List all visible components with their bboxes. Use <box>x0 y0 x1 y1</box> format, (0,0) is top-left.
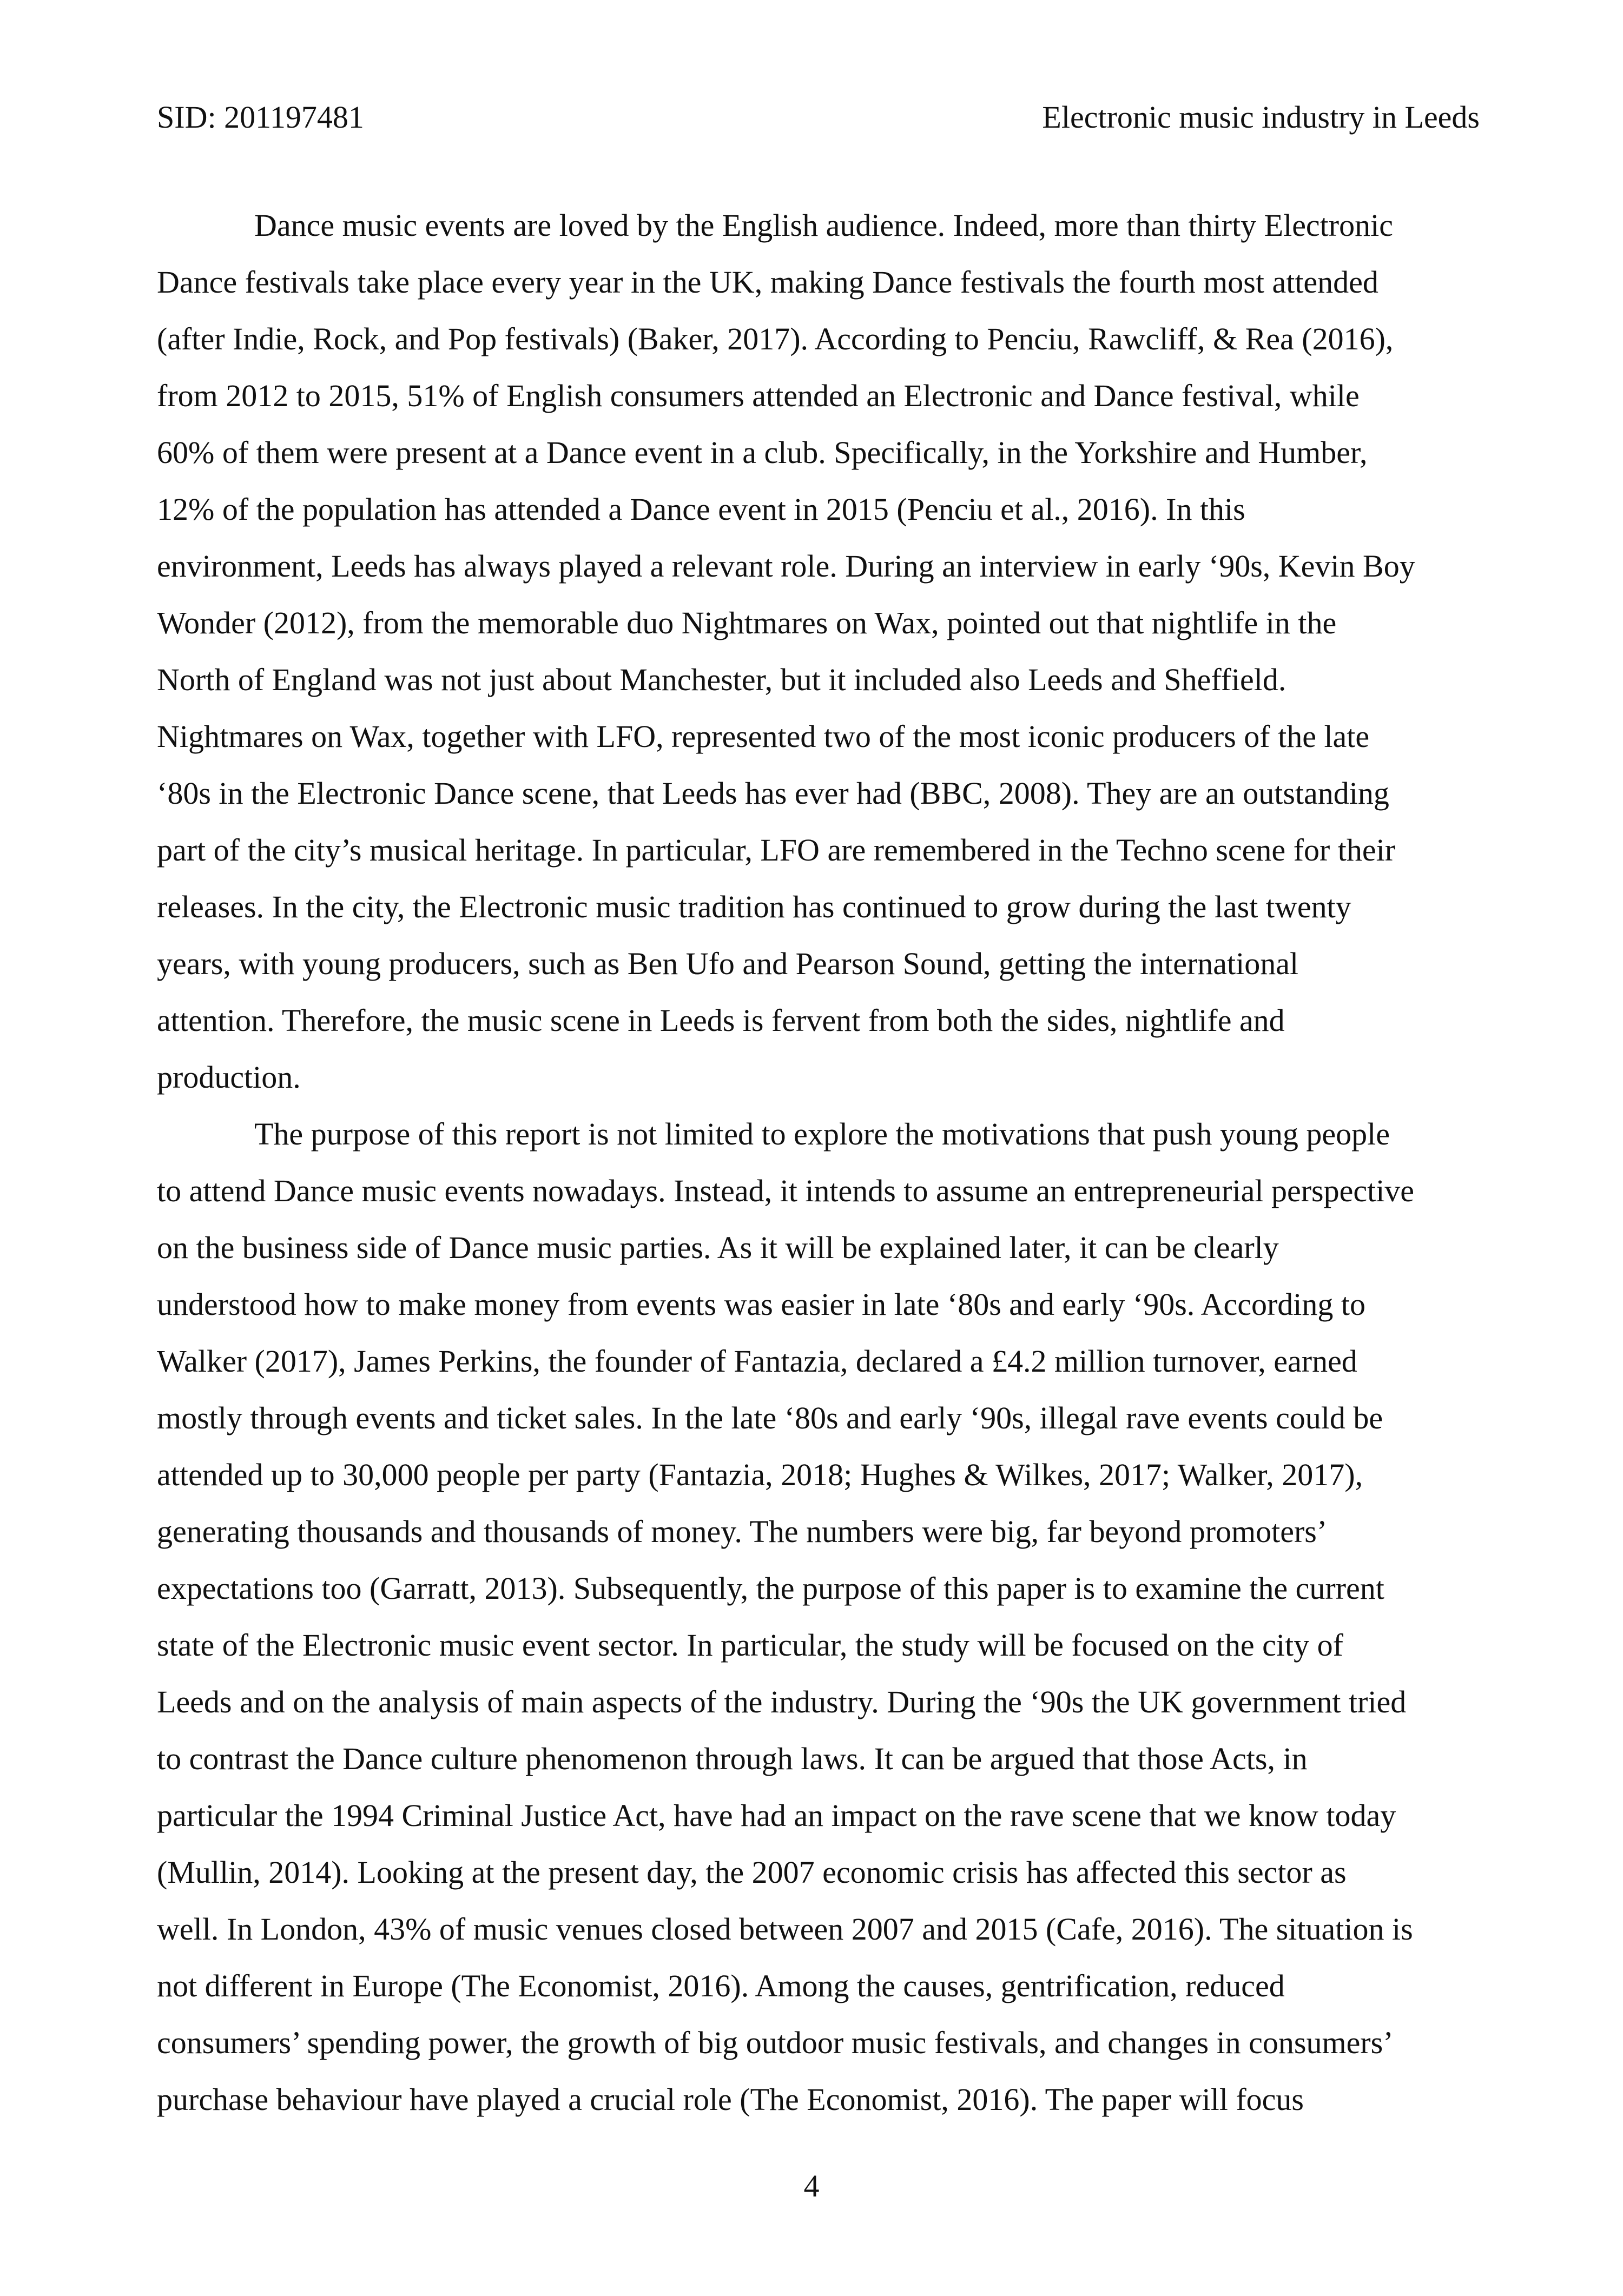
text-line: Leeds and on the analysis of main aspects of the industry. During the ‘90s the UK government tried <box>157 1684 1407 1719</box>
text-line: years, with young producers, such as Ben Ufo and Pearson Sound, getting the international <box>157 946 1299 981</box>
text-line: Dance festivals take place every year in the UK, making Dance festivals the fourth most attended <box>157 264 1378 300</box>
text-line: North of England was not just about Manchester, but it included also Leeds and Sheffield. <box>157 662 1286 697</box>
text-line: (Mullin, 2014). Looking at the present day, the 2007 economic crisis has affected this sector as <box>157 1855 1347 1890</box>
text-line: from 2012 to 2015, 51% of English consumers attended an Electronic and Dance festival, while <box>157 378 1360 413</box>
text-line: attended up to 30,000 people per party (Fantazia, 2018; Hughes & Wilkes, 2017; Walker, 2017), <box>157 1457 1363 1492</box>
text-line: to attend Dance music events nowadays. Instead, it intends to assume an entrepreneurial perspective <box>157 1173 1415 1208</box>
text-line: to contrast the Dance culture phenomenon through laws. It can be argued that those Acts, in <box>157 1741 1308 1776</box>
text-line: Dance music events are loved by the English audience. Indeed, more than thirty Electronic <box>254 208 1393 243</box>
text-line: ‘80s in the Electronic Dance scene, that Leeds has ever had (BBC, 2008). They are an outstanding <box>157 776 1389 811</box>
text-line: not different in Europe (The Economist, 2016). Among the causes, gentrification, reduced <box>157 1968 1285 2003</box>
header-student-id: SID: 201197481 <box>157 100 364 135</box>
text-line: The purpose of this report is not limited to explore the motivations that push young people <box>254 1116 1390 1152</box>
body-text <box>157 197 1480 2128</box>
text-line: expectations too (Garratt, 2013). Subsequently, the purpose of this paper is to examine the current <box>157 1571 1384 1606</box>
text-line: state of the Electronic music event sector. In particular, the study will be focused on the city of <box>157 1627 1343 1663</box>
text-line: on the business side of Dance music parties. As it will be explained later, it can be clearly <box>157 1230 1279 1265</box>
text-line: generating thousands and thousands of money. The numbers were big, far beyond promoters’ <box>157 1514 1328 1549</box>
text-line: 60% of them were present at a Dance event in a club. Specifically, in the Yorkshire and Humber, <box>157 435 1368 470</box>
text-line: mostly through events and ticket sales. In the late ‘80s and early ‘90s, illegal rave events could be <box>157 1400 1383 1435</box>
paragraph-2 <box>157 1106 1480 2128</box>
page-number: 4 <box>803 2168 820 2204</box>
paragraph-1 <box>157 197 1480 1106</box>
text-line: Nightmares on Wax, together with LFO, represented two of the most iconic producers of the late <box>157 719 1370 754</box>
text-line: well. In London, 43% of music venues closed between 2007 and 2015 (Cafe, 2016). The situation is <box>157 1911 1413 1947</box>
text-line: purchase behaviour have played a crucial role (The Economist, 2016). The paper will focus <box>157 2082 1304 2117</box>
header-running-title: Electronic music industry in Leeds <box>1042 100 1480 135</box>
text-line: part of the city’s musical heritage. In particular, LFO are remembered in the Techno scene for their <box>157 832 1396 868</box>
text-line: particular the 1994 Criminal Justice Act, have had an impact on the rave scene that we know today <box>157 1798 1396 1833</box>
text-line: production. <box>157 1060 301 1095</box>
text-line: releases. In the city, the Electronic music tradition has continued to grow during the last twenty <box>157 889 1351 924</box>
text-line: consumers’ spending power, the growth of big outdoor music festivals, and changes in consumers’ <box>157 2025 1394 2060</box>
text-line: Walker (2017), James Perkins, the founder of Fantazia, declared a £4.2 million turnover, earned <box>157 1344 1357 1379</box>
text-line: environment, Leeds has always played a relevant role. During an interview in early ‘90s, Kevin Boy <box>157 548 1415 584</box>
text-line: (after Indie, Rock, and Pop festivals) (Baker, 2017). According to Penciu, Rawcliff, & Rea (2016), <box>157 321 1394 356</box>
text-line: Wonder (2012), from the memorable duo Nightmares on Wax, pointed out that nightlife in the <box>157 605 1337 640</box>
text-line: understood how to make money from events was easier in late ‘80s and early ‘90s. According to <box>157 1287 1366 1322</box>
text-line: 12% of the population has attended a Dance event in 2015 (Penciu et al., 2016). In this <box>157 492 1245 527</box>
text-line: attention. Therefore, the music scene in Leeds is fervent from both the sides, nightlife and <box>157 1003 1285 1038</box>
